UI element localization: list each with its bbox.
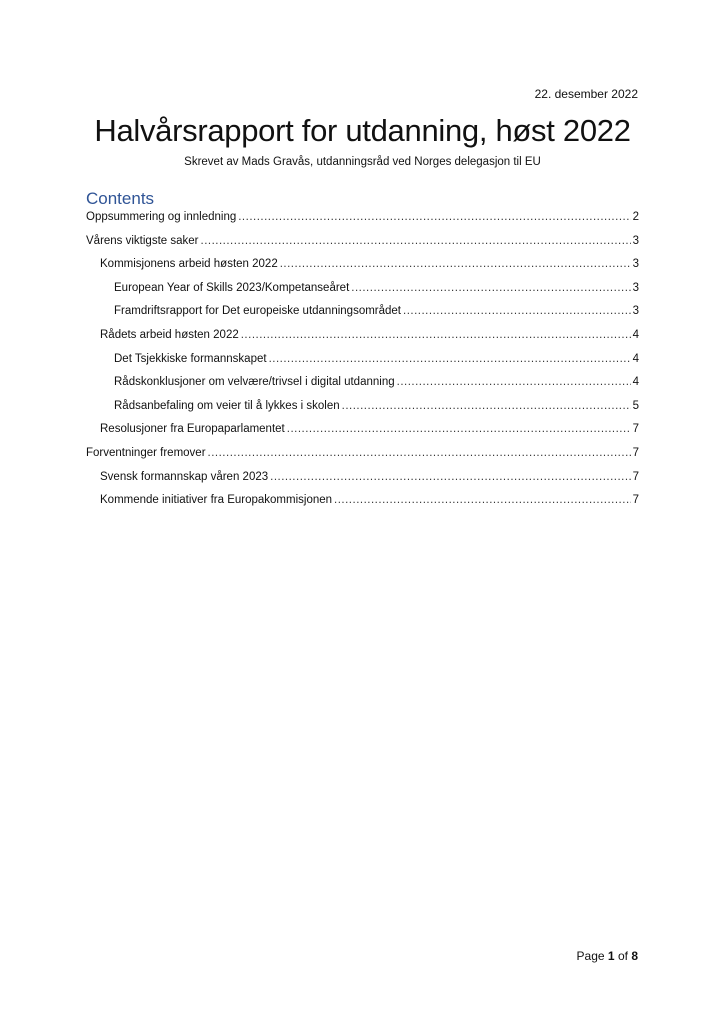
toc-entry-oppsummering[interactable]	[86, 211, 639, 235]
toc-entry-page: 4	[632, 328, 639, 341]
toc-entry-label: Det Tsjekkiske formannskapet	[114, 352, 267, 365]
toc-entry-page: 3	[632, 281, 639, 294]
toc-dot-leader	[270, 471, 630, 483]
toc-entry-kommisjonens-arbeid[interactable]	[86, 258, 639, 282]
toc-entry-radsanbefaling[interactable]	[86, 400, 639, 424]
page-number-prefix: Page	[576, 949, 605, 963]
toc-entry-page: 5	[632, 399, 639, 412]
toc-heading: Contents	[86, 189, 155, 208]
toc-entry-page: 7	[632, 494, 639, 507]
toc-dot-leader	[397, 376, 631, 388]
toc-entry-label: Rådets arbeid høsten 2022	[100, 328, 239, 341]
page-footer	[577, 949, 638, 963]
toc-entry-page: 4	[632, 352, 639, 365]
toc-entry-label: Rådsanbefaling om veier til å lykkes i skolen	[114, 399, 340, 412]
toc-dot-leader	[287, 423, 631, 435]
toc-entry-forventninger-fremover[interactable]	[86, 447, 639, 471]
toc-entry-european-year-of-skills[interactable]	[86, 282, 639, 306]
toc-dot-leader	[269, 353, 631, 365]
toc-entry-page: 3	[632, 258, 639, 271]
toc-entry-label: Framdriftsrapport for Det europeiske utdanningsområdet	[114, 305, 402, 318]
toc-dot-leader	[403, 305, 631, 317]
toc-entry-page: 7	[632, 470, 639, 483]
toc-dot-leader	[208, 447, 631, 459]
toc-entry-page: 4	[632, 376, 639, 389]
toc-dot-leader	[280, 258, 631, 270]
toc-dot-leader	[351, 282, 630, 294]
document-title: Halvårsrapport for utdanning, høst 2022	[94, 113, 631, 148]
current-page-number: 1	[607, 949, 615, 963]
toc-entry-label: Kommende initiativer fra Europakommisjonen	[100, 494, 333, 507]
document-subtitle: Skrevet av Mads Gravås, utdanningsråd ved Norges delegasjon til EU	[184, 156, 541, 168]
toc-entry-page: 3	[632, 305, 639, 318]
table-of-contents	[86, 211, 639, 518]
toc-entry-kommende-initiativer[interactable]	[86, 494, 639, 518]
toc-entry-label: Forventninger fremover	[86, 446, 206, 459]
toc-entry-framdriftsrapport[interactable]	[86, 305, 639, 329]
toc-dot-leader	[342, 400, 631, 412]
toc-entry-label: Vårens viktigste saker	[86, 234, 199, 247]
toc-entry-label: European Year of Skills 2023/Kompetanseåret	[114, 281, 350, 294]
page-number-separator: of	[617, 949, 628, 963]
toc-entry-page: 7	[632, 423, 639, 436]
toc-entry-page: 7	[632, 446, 639, 459]
toc-entry-varens-viktigste-saker[interactable]	[86, 235, 639, 259]
toc-entry-radskonklusjoner[interactable]	[86, 376, 639, 400]
toc-entry-label: Kommisjonens arbeid høsten 2022	[100, 258, 278, 271]
toc-entry-radets-arbeid[interactable]	[86, 329, 639, 353]
toc-entry-page: 3	[632, 234, 639, 247]
toc-dot-leader	[334, 494, 631, 506]
total-page-count: 8	[631, 949, 638, 963]
toc-entry-resolusjoner[interactable]	[86, 423, 639, 447]
toc-dot-leader	[238, 211, 630, 223]
toc-entry-tsjekkiske-formannskapet[interactable]	[86, 353, 639, 377]
toc-entry-label: Svensk formannskap våren 2023	[100, 470, 269, 483]
toc-entry-label: Resolusjoner fra Europaparlamentet	[100, 423, 285, 436]
toc-entry-label: Oppsummering og innledning	[86, 211, 237, 223]
toc-entry-label: Rådskonklusjoner om velvære/trivsel i digital utdanning	[114, 376, 395, 389]
toc-entry-svensk-formannskap[interactable]	[86, 471, 639, 495]
toc-dot-leader	[241, 329, 631, 341]
toc-dot-leader	[201, 235, 631, 247]
toc-entry-page: 2	[632, 211, 639, 223]
document-date: 22. desember 2022	[534, 87, 638, 101]
